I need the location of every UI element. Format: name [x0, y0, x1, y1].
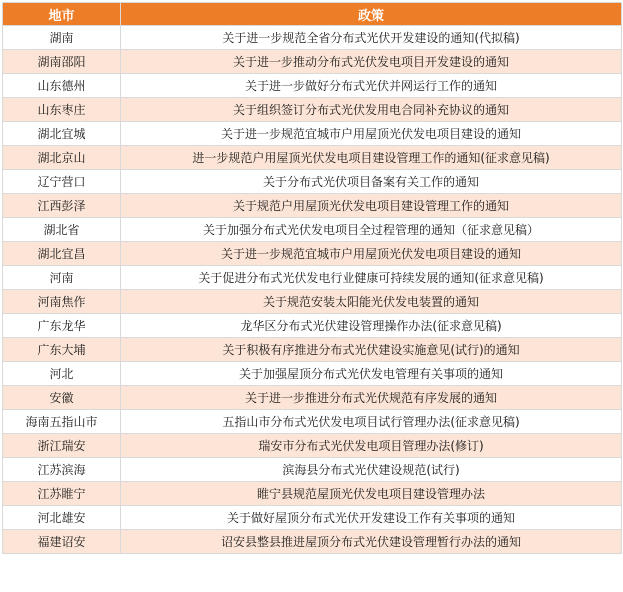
city-cell: 河北雄安	[3, 506, 121, 530]
city-cell: 辽宁营口	[3, 170, 121, 194]
policy-cell: 关于积极有序推进分布式光伏建设实施意见(试行)的通知	[121, 338, 622, 362]
city-cell: 湖南邵阳	[3, 50, 121, 74]
table-row	[3, 122, 622, 146]
policy-table-container	[2, 2, 621, 554]
city-cell: 江西彭泽	[3, 194, 121, 218]
policy-cell: 诏安县整县推进屋顶分布式光伏建设管理暂行办法的通知	[121, 530, 622, 554]
table-row	[3, 290, 622, 314]
policy-cell: 关于规范户用屋顶光伏发电项目建设管理工作的通知	[121, 194, 622, 218]
table-row	[3, 266, 622, 290]
table-row	[3, 98, 622, 122]
city-cell: 河北	[3, 362, 121, 386]
table-row	[3, 218, 622, 242]
policy-cell: 关于进一步规范宜城市户用屋顶光伏发电项目建设的通知	[121, 122, 622, 146]
table-row	[3, 410, 622, 434]
table-row	[3, 146, 622, 170]
table-header-row	[3, 3, 622, 26]
policy-cell: 关于规范安装太阳能光伏发电装置的通知	[121, 290, 622, 314]
policy-cell: 关于进一步规范全省分布式光伏开发建设的通知(代拟稿)	[121, 26, 622, 50]
city-cell: 湖北省	[3, 218, 121, 242]
policy-cell: 瑞安市分布式光伏发电项目管理办法(修订)	[121, 434, 622, 458]
policy-cell: 五指山市分布式光伏发电项目试行管理办法(征求意见稿)	[121, 410, 622, 434]
city-cell: 河南焦作	[3, 290, 121, 314]
city-cell: 江苏睢宁	[3, 482, 121, 506]
table-row	[3, 530, 622, 554]
city-cell: 江苏滨海	[3, 458, 121, 482]
policy-cell: 关于分布式光伏项目备案有关工作的通知	[121, 170, 622, 194]
city-cell: 浙江瑞安	[3, 434, 121, 458]
city-cell: 湖南	[3, 26, 121, 50]
table-row	[3, 506, 622, 530]
city-cell: 湖北宜城	[3, 122, 121, 146]
policy-cell: 滨海县分布式光伏建设规范(试行)	[121, 458, 622, 482]
table-row	[3, 434, 622, 458]
policy-table	[2, 2, 622, 554]
table-row	[3, 386, 622, 410]
table-row	[3, 74, 622, 98]
table-row	[3, 194, 622, 218]
table-row	[3, 314, 622, 338]
city-cell: 湖北京山	[3, 146, 121, 170]
policy-cell: 睢宁县规范屋顶光伏发电项目建设管理办法	[121, 482, 622, 506]
policy-cell: 关于促进分布式光伏发电行业健康可持续发展的通知(征求意见稿)	[121, 266, 622, 290]
policy-cell: 关于做好屋顶分布式光伏开发建设工作有关事项的通知	[121, 506, 622, 530]
city-cell: 山东德州	[3, 74, 121, 98]
policy-cell: 龙华区分布式光伏建设管理操作办法(征求意见稿)	[121, 314, 622, 338]
policy-cell: 关于组织签订分布式光伏发用电合同补充协议的通知	[121, 98, 622, 122]
header-city: 地市	[3, 3, 121, 26]
table-row	[3, 482, 622, 506]
policy-cell: 关于加强分布式光伏发电项目全过程管理的通知（征求意见稿）	[121, 218, 622, 242]
table-row	[3, 338, 622, 362]
city-cell: 海南五指山市	[3, 410, 121, 434]
city-cell: 山东枣庄	[3, 98, 121, 122]
table-row	[3, 458, 622, 482]
policy-cell: 关于加强屋顶分布式光伏发电管理有关事项的通知	[121, 362, 622, 386]
city-cell: 湖北宜昌	[3, 242, 121, 266]
city-cell: 福建诏安	[3, 530, 121, 554]
city-cell: 广东大埔	[3, 338, 121, 362]
city-cell: 安徽	[3, 386, 121, 410]
city-cell: 河南	[3, 266, 121, 290]
table-row	[3, 26, 622, 50]
table-row	[3, 170, 622, 194]
policy-cell: 关于进一步推动分布式光伏发电项目开发建设的通知	[121, 50, 622, 74]
header-policy: 政策	[121, 3, 622, 26]
city-cell: 广东龙华	[3, 314, 121, 338]
table-row	[3, 50, 622, 74]
policy-cell: 关于进一步做好分布式光伏并网运行工作的通知	[121, 74, 622, 98]
table-row	[3, 362, 622, 386]
table-row	[3, 242, 622, 266]
policy-cell: 进一步规范户用屋顶光伏发电项目建设管理工作的通知(征求意见稿)	[121, 146, 622, 170]
policy-cell: 关于进一步规范宜城市户用屋顶光伏发电项目建设的通知	[121, 242, 622, 266]
table-body	[3, 26, 622, 554]
policy-cell: 关于进一步推进分布式光伏规范有序发展的通知	[121, 386, 622, 410]
